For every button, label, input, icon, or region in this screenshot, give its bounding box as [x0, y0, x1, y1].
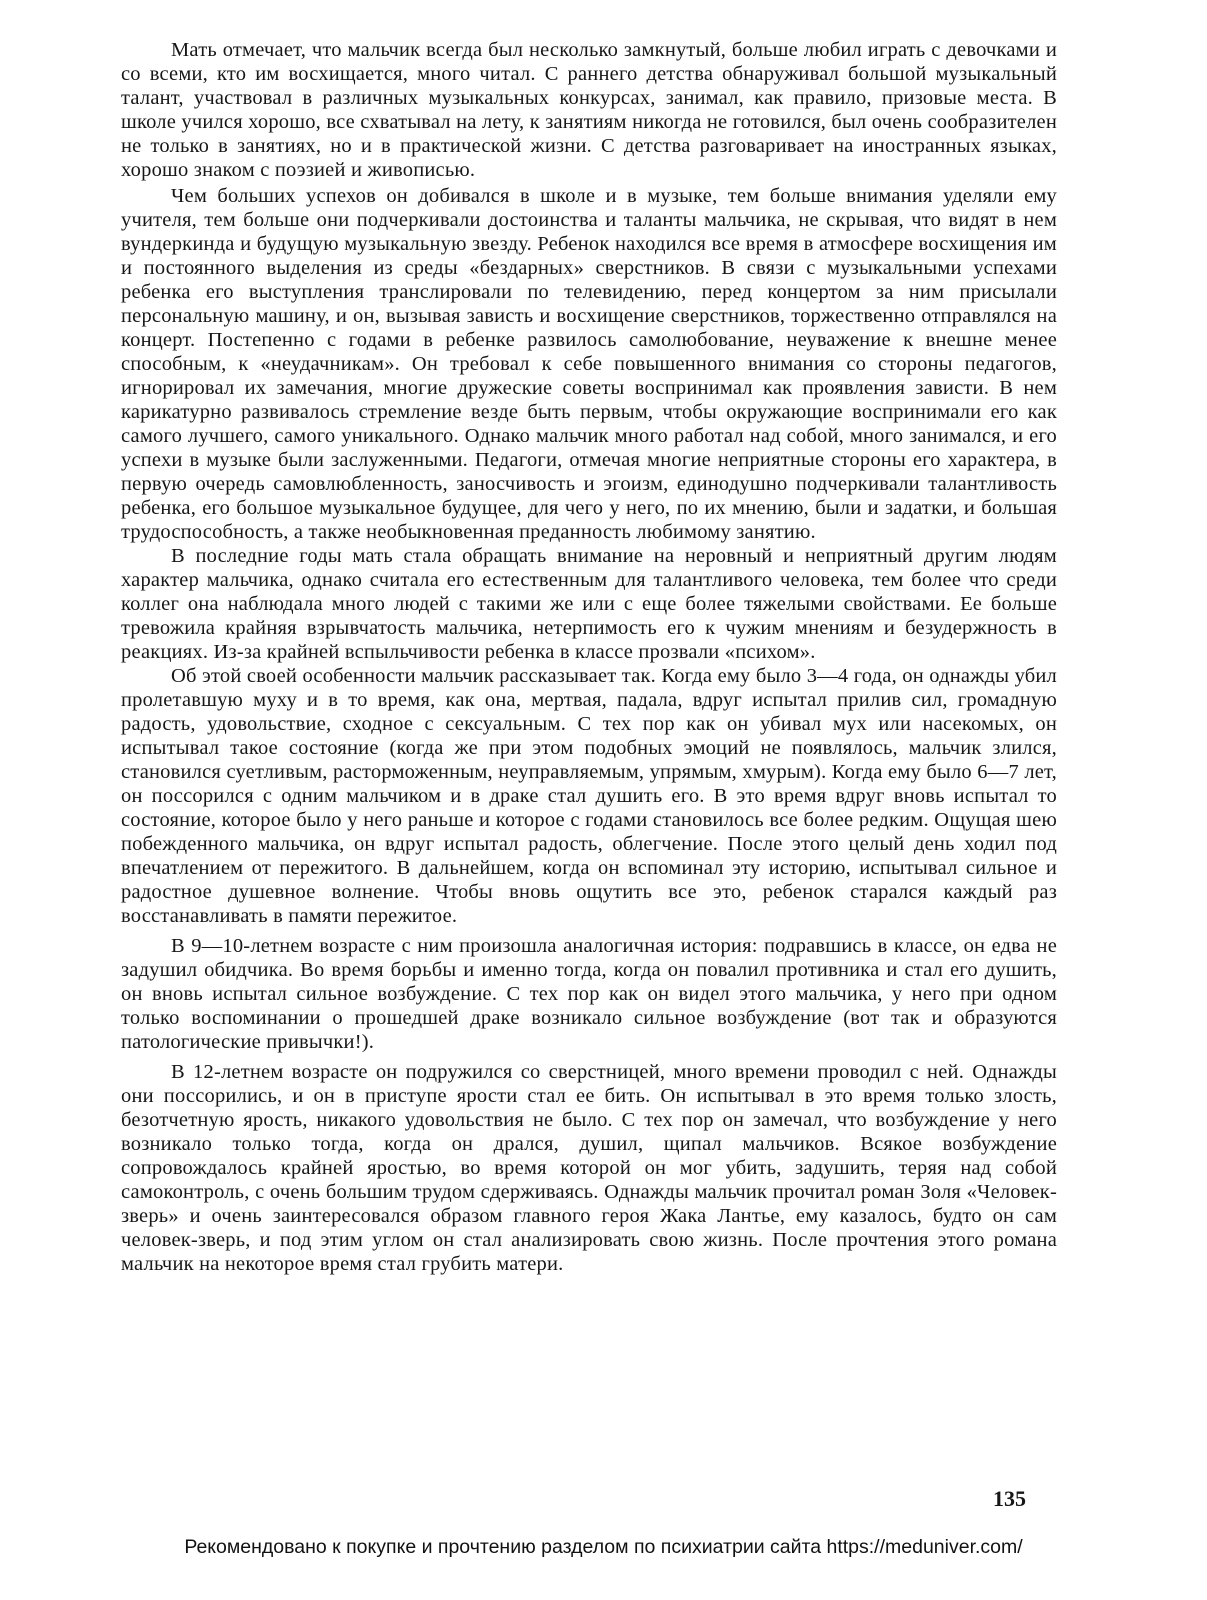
footer-note: Рекомендовано к покупке и прочтению разделом по психиатрии сайта https://meduniver.com/: [184, 1536, 1023, 1558]
page-number: 135: [993, 1486, 1026, 1511]
paragraph-5: В 9—10-летнем возрасте с ним произошла аналогичная история: подравшись в классе, он едва не задушил обидчика. Во время борьбы и именно тогда, когда он повалил противника и стал его душить, он вновь испытал сильное возбуждение. С тех пор как он видел этого мальчика, у него при одном только воспоминании о прошедшей драке возникало сильное возбуждение (вот так и образуются патологические привычки!).: [121, 935, 1057, 1053]
paragraph-1: Мать отмечает, что мальчик всегда был несколько замкнутый, больше любил играть с девочками и со всеми, кто им восхищается, много читал. С раннего детства обнаруживал большой музыкальный талант, участвовал в различных музыкальных конкурсах, занимал, как правило, призовые места. В школе учился хорошо, все схватывал на лету, к занятиям никогда не готовился, был очень сообразителен не только в занятиях, но и в практической жизни. С детства разговаривает на иностранных языках, хорошо знаком с поэзией и живописью.: [121, 39, 1057, 181]
paragraph-4: Об этой своей особенности мальчик рассказывает так. Когда ему было 3—4 года, он однажды убил пролетавшую муху и в то время, как она, мертвая, падала, вдруг испытал прилив сил, громадную радость, удовольствие, сходное с сексуальным. С тех пор как он убивал мух или насекомых, он испытывал такое состояние (когда же при этом подобных эмоций не появлялось, мальчик злился, становился суетливым, расторможенным, неуправляемым, упрямым, хмурым). Когда ему было 6—7 лет, он поссорился с одним мальчиком и в драке стал душить его. В это время вдруг вновь испытал то состояние, которое было у него раньше и которое с годами становилось все более редким. Ощущая шею побежденного мальчика, он вдруг испытал радость, облегчение. После этого целый день ходил под впечатлением от пережитого. В дальнейшем, когда он вспоминал эту историю, испытывал сильное и радостное душевное волнение. Чтобы вновь ощутить все это, ребенок старался каждый раз восстанавливать в памяти пережитое.: [121, 665, 1057, 927]
paragraph-2: Чем больших успехов он добивался в школе и в музыке, тем больше внимания уделяли ему учителя, тем больше они подчеркивали достоинства и таланты мальчика, не скрывая, что видят в нем вундеркинда и будущую музыкальную звезду. Ребенок находился все время в атмосфере восхищения им и постоянного выделения из среды «бездарных» сверстников. В связи с музыкальными успехами ребенка его выступления транслировали по телевидению, перед концертом за ним присылали персональную машину, и он, вызывая зависть и восхищение сверстников, торжественно отправлялся на концерт. Постепенно с годами в ребенке развилось самолюбование, неуважение к внешне менее способным, к «неудачникам». Он требовал к себе повышенного внимания со стороны педагогов, игнорировал их замечания, многие дружеские советы воспринимал как проявления зависти. В нем карикатурно развивалось стремление везде быть первым, чтобы окружающие воспринимали его как самого лучшего, самого уникального. Однако мальчик много работал над собой, много занимался, и его успехи в музыке были заслуженными. Педагоги, отмечая многие неприятные стороны его характера, в первую очередь самовлюбленность, заносчивость и эгоизм, единодушно подчеркивали талантливость ребенка, его большое музыкальное будущее, для чего у него, по их мнению, были и задатки, и большая трудоспособность, а также необыкновенная преданность любимому занятию.: [121, 185, 1057, 543]
page-body: [121, 38, 1057, 1276]
paragraph-6: В 12-летнем возрасте он подружился со сверстницей, много времени проводил с ней. Однажды они поссорились, и он в приступе ярости стал ее бить. Он испытывал в это время только злость, безотчетную ярость, никакого удовольствия не было. С тех пор он замечал, что возбуждение у него возникало только тогда, когда он дрался, душил, щипал мальчиков. Всякое возбуждение сопровождалось крайней яростью, во время которой он мог убить, задушить, теряя над собой самоконтроль, с очень большим трудом сдерживаясь. Однажды мальчик прочитал роман Золя «Человек-зверь» и очень заинтересовался образом главного героя Жака Лантье, ему казалось, будто он сам человек-зверь, и под этим углом он стал анализировать свою жизнь. После прочтения этого романа мальчик на некоторое время стал грубить матери.: [121, 1061, 1057, 1275]
paragraph-3: В последние годы мать стала обращать внимание на неровный и неприятный другим людям характер мальчика, однако считала его естественным для талантливого человека, тем более что среди коллег она наблюдала много людей с такими же или с еще более тяжелыми свойствами. Ее больше тревожила крайняя взрывчатость мальчика, нетерпимость его к чужим мнениям и безудержность в реакциях. Из-за крайней вспыльчивости ребенка в классе прозвали «психом».: [121, 545, 1057, 663]
